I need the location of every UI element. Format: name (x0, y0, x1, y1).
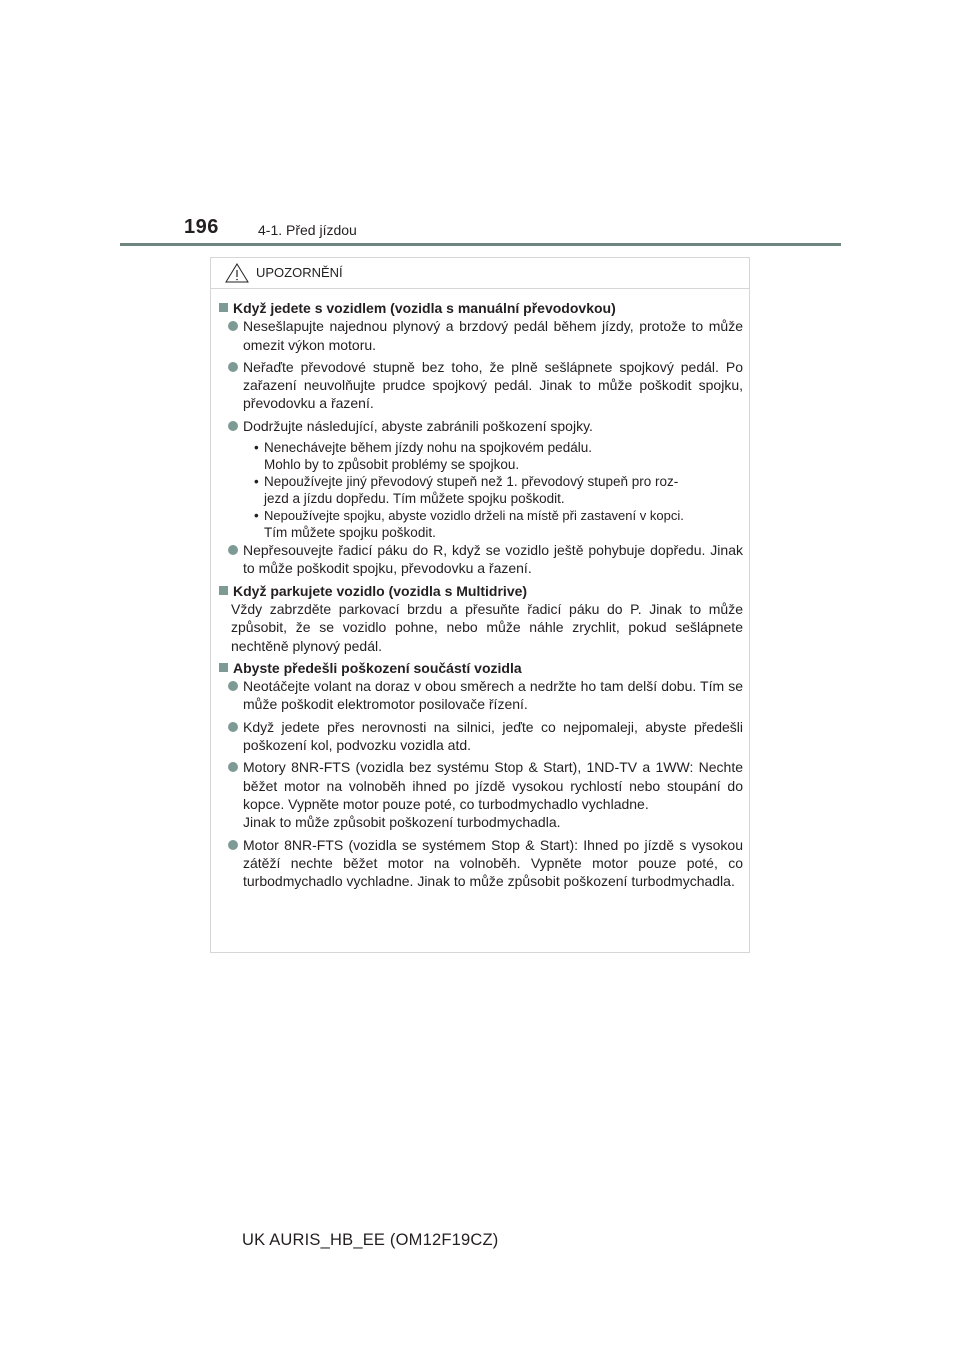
circle-bullet-icon (228, 321, 238, 331)
item-text: Neotáčejte volant na doraz v obou směrech a nedržte ho tam delší dobu. Tím se může poškodit elektromotor posilovače řízení. (243, 678, 743, 713)
warning-box (210, 257, 750, 953)
item-text: Motor 8NR-FTS (vozidla se systémem Stop & Start): Ihned po jízdě s vysokou zátěží nechte běžet motor na volnoběh. Vypněte motor pouze poté, co turbodmychadlo vychladne. Jinak to může způsobit poškození turbodmychadla. (243, 836, 743, 890)
list-item (219, 758, 747, 831)
heading-text: Když jedete s vozidlem (vozidla s manuální převodovkou) (233, 300, 616, 316)
square-bullet-icon (219, 303, 228, 312)
square-bullet-icon (219, 586, 228, 595)
header-rule (120, 243, 841, 246)
sub-item-text: Nepoužívejte spojku, abyste vozidlo drželi na místě při zastavení v kopci. (264, 508, 684, 524)
warning-label: UPOZORNĚNÍ (256, 265, 343, 280)
list-item (219, 358, 743, 413)
warning-triangle-icon (225, 263, 249, 283)
sub-list-item: • Nepoužívejte jiný převodový stupeň než 1. převodový stupeň pro roz- jezd a jízdu dopředu. Tím můžete spojku poškodit. (219, 473, 743, 507)
circle-bullet-icon (228, 545, 238, 555)
paragraph: Vždy zabrzděte parkovací brzdu a přesuňte řadicí páku do P. Jinak to může způsobit, že se vozidlo pohne, nebo může náhle zrychlit, pokud sešlápnete nechtěně plynový pedál. (231, 600, 743, 654)
page-number: 196 (184, 216, 219, 238)
circle-bullet-icon (228, 722, 238, 732)
list-item (219, 677, 743, 714)
sub-item-text: jezd a jízdu dopředu. Tím můžete spojku poškodit. (264, 491, 565, 507)
list-item (219, 718, 743, 755)
section-heading (219, 299, 743, 317)
list-item (219, 836, 743, 891)
circle-bullet-icon (228, 762, 238, 772)
circle-bullet-icon (228, 362, 238, 372)
list-item (219, 417, 743, 435)
item-text: Nesešlapujte najednou plynový a brzdový pedál během jízdy, protože to může omezit výkon motoru. (243, 318, 743, 353)
sub-list-item: • Nepoužívejte spojku, abyste vozidlo drželi na místě při zastavení v kopci. Tím můžete spojku poškodit. (219, 507, 743, 541)
sub-item-text: Nenechávejte během jízdy nohu na spojkovém pedálu. (264, 440, 592, 456)
section-title: 4-1. Před jízdou (258, 222, 357, 238)
footer-model: UK AURIS_HB_EE (OM12F19CZ) (242, 1231, 499, 1249)
warning-header (211, 258, 749, 289)
section-heading (219, 582, 743, 600)
square-bullet-icon (219, 663, 228, 672)
item-text: Motory 8NR-FTS (vozidla bez systému Stop & Start), 1ND-TV a 1WW: Nechte běžet motor na volnoběh ihned po jízdě vysokou rychlostí nebo stoupání do kopce. Vypněte motor pouze poté, co turbodmychadlo vychladne. (243, 759, 747, 812)
item-text: Neřaďte převodové stupně bez toho, že plně sešlápnete spojkový pedál. Po zařazení neuvolňujte prudce spojkový pedál. Jinak to může poškodit spojku, převodovku a řazení. (243, 358, 743, 412)
sub-list-item: • Nenechávejte během jízdy nohu na spojkovém pedálu. Mohlo by to způsobit problémy se spojkou. (219, 439, 743, 473)
circle-bullet-icon (228, 840, 238, 850)
heading-text: Když parkujete vozidlo (vozidla s Multidrive) (233, 582, 528, 599)
item-text: Dodržujte následující, abyste zabránili poškození spojky. (243, 417, 593, 434)
list-item (219, 541, 743, 578)
item-text: Nepřesouvejte řadicí páku do R, když se vozidlo ještě pohybuje dopředu. Jinak to může poškodit spojku, převodovku a řazení. (243, 542, 743, 577)
warning-content (219, 299, 747, 890)
sub-item-text: Tím můžete spojku poškodit. (264, 525, 436, 541)
section-heading (219, 659, 743, 677)
circle-bullet-icon (228, 421, 238, 431)
sub-item-text: Mohlo by to způsobit problémy se spojkou. (264, 457, 520, 473)
circle-bullet-icon (228, 681, 238, 691)
item-text: Jinak to může způsobit poškození turbodmychadla. (243, 814, 561, 831)
item-text: Když jedete přes nerovnosti na silnici, jeďte co nejpomaleji, abyste předešli poškození kol, podvozku vozidla atd. (243, 718, 743, 754)
sub-item-text: Nepoužívejte jiný převodový stupeň než 1. převodový stupeň pro roz- (264, 474, 679, 490)
heading-text: Abyste předešli poškození součástí vozidla (233, 659, 522, 676)
list-item (219, 317, 743, 354)
